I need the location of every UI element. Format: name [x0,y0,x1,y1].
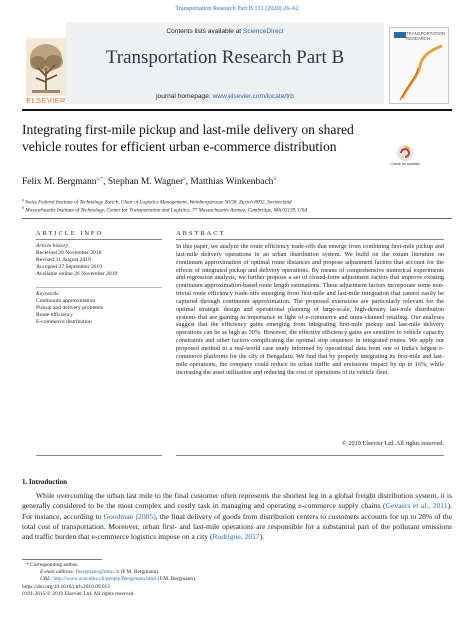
cover-title: TRANSPORTATION RESEARCH [406,31,445,41]
affiliation-mark: b [22,205,24,210]
corresponding-text: Corresponding author. [30,562,79,568]
history-item: Available online 26 November 2019 [36,270,118,277]
url-suffix: (F.M. Bergmann). [156,576,197,582]
url-label: URL: [40,576,54,582]
author-name: Stephan M. Wagner [107,177,184,188]
abstract-bottom-rule [176,455,444,456]
affiliation-mark: a [22,197,24,202]
url-link[interactable]: http://www.scm.ethz.ch/people/fbergmann.html [53,576,157,582]
keyword-item: Continuum approximation [36,297,96,304]
intro-text-part: While overcoming the urban last mile to the final customer often represents the shortest leg in a global freight distribution system, it is generally considered to be the most complex and costly task in managing and operating e-commerce supply chains ( [22,491,452,511]
header-rule [22,109,452,111]
keyword-item: Route efficiency [36,311,74,318]
introduction-paragraph [22,491,452,542]
issn-line: 0191-2615/© 2019 Elsevier Ltd. All rights reserved. [22,591,135,597]
keyword-item: E-commerce distribution [36,318,92,325]
history-label: Article history: [36,243,71,249]
keywords-label: Keywords: [36,291,61,297]
author-affil-mark[interactable]: a [183,176,186,182]
homepage-line [66,93,384,100]
check-updates-label: Check for updates [390,162,420,166]
affiliation-rule [22,218,452,219]
footnote-email [40,569,460,576]
article-info-rule [36,239,162,240]
author-affil-mark[interactable]: a,* [96,176,104,182]
article-history [36,243,162,278]
citation-link[interactable]: Rodrigue, 2017 [212,532,260,542]
contents-line [66,28,384,35]
abstract-rule [176,239,444,240]
elsevier-wordmark: ELSEVIER [26,96,66,105]
sciencedirect-link[interactable]: ScienceDirect [242,28,284,35]
intro-text-part: ). For instance, according to [22,501,453,521]
contents-prefix: Contents lists available at [166,28,243,35]
journal-name: Transportation Research Part B [105,47,345,68]
email-link[interactable]: fbergmann@ethz.ch [75,569,120,575]
author-list: Felix M. Bergmann$^{a,*}$, Stephan M. Wagner$^a$, Matthias Winkenbach$^b$ [22,176,277,188]
keywords [36,291,162,326]
footnote-rule [22,559,102,560]
author-name: Matthias Winkenbach [190,177,274,188]
history-item: Received 20 November 2018 [36,249,102,256]
history-item: Accepted 27 September 2019 [36,263,103,270]
article-info-divider [36,287,162,288]
history-item: Revised 31 August 2019 [36,256,91,263]
journal-reference-link[interactable]: Transportation Research Part B 131 (2020) 26–62 [175,5,299,12]
abstract-heading: ABSTRACT [176,230,226,237]
doi-link[interactable]: https://doi.org/10.1016/j.trb.2019.09.013 [22,584,110,590]
journal-homepage-link[interactable]: www.elsevier.com/locate/trb [212,93,294,100]
citation-link[interactable]: Goodman (2005) [103,511,156,521]
homepage-prefix: journal homepage: [156,93,213,100]
citation-link[interactable]: Gevaers et al., 2011 [385,501,448,511]
affiliation-text: Swiss Federal Institute of Technology Zurich, Chair of Logistics Management, Weinbergstrasse 56/58, Zurich 8092, Switzerland [25,199,292,206]
author-name: Felix M. Bergmann [22,177,97,188]
email-label: E-mail address: [40,569,76,575]
paper-title: Integrating first-mile pickup and last-mile delivery on shared vehicle routes for efficient urban e-commerce distribution [22,122,354,154]
affiliation-b [22,205,462,214]
footnote-url [40,576,460,583]
email-suffix: (F.M. Bergmann). [119,569,160,575]
intro-text-part: , the final delivery of goods from distribution centers to customers accounts for up to 28% of the total cost of transportation. Moreover, urban first- and last-mile operations are responsible for a substantial part of the pollutant emissions and traffic burden that e-commerce logistics impose on a city ( [22,511,453,542]
keyword-item: Pickup and delivery problems [36,304,103,311]
article-info-heading: ARTICLE INFO [36,230,104,237]
abstract-text: In this paper, we analyze the route efficiency trade-offs that emerge from combining first-mile pickup and last-mile delivery operations in an urban distribution system. We build on the extant literature on continuum approximation of optimal route distances and propose adjustment factors that account for the effects of integrated pickup and delivery operations. By means of comprehensive numerical experiments and regression analysis, we further propose a set of closed-form adjustment factors that improve existing continuum approximation-based route length estimations. These adjustment factors incorporate some non-trivial route efficiency trade-offs emerging from first-mile and last-mile integration that cannot easily be captured through continuum approximation. The proposed extensions are particularly relevant for the optimal strategic design and operational planning of large-scale, high-density last-mile distribution systems that are gaining in importance in light of e-commerce and omni-channel retailing. Our analyses suggest that the efficiency gains emerging from integrating first-mile pickup and last-mile delivery operations can be as high as 30%. However, the effective efficiency gains are sensitive to vehicle capacity constraints and other factors complicating the optimal stop sequence in integrated routes. We apply our proposed method to a real-world case study informed by operational data from one of India's largest e-commerce platforms for the city of Bengaluru. We find that by properly integrating its first-mile and last-mile operations, the company could reduce its urban traffic and emissions impact by up to 16%, while increasing the asset utilization and reducing the cost of operations of its vehicle fleet. [176,243,444,376]
article-info-bottom-rule [36,455,162,456]
affiliation-text: Massachusetts Institute of Technology, Center for Transportation and Logistics, 77 Massachusetts Avenue, Cambridge, MA 02139, USA [25,207,308,214]
footnote-corresponding: * Corresponding author. [26,562,79,568]
copyright-notice: © 2019 Elsevier Ltd. All rights reserved. [342,440,444,447]
elsevier-tree-logo [26,38,66,104]
intro-text-part: ). [259,532,265,542]
author-affil-mark[interactable]: b [273,176,277,182]
section-heading-introduction: 1. Introduction [22,478,67,486]
check-for-updates-icon[interactable] [392,143,418,171]
